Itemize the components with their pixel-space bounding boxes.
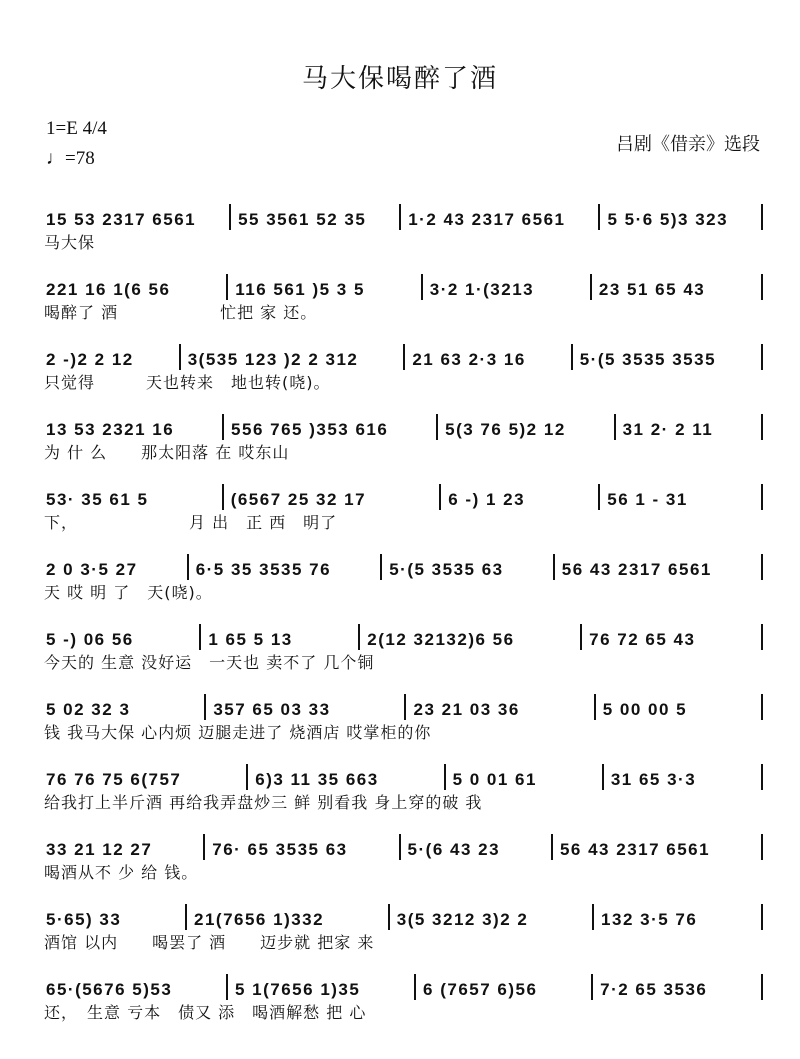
barline: [761, 624, 763, 650]
notation-row: [40, 966, 764, 1000]
barline: [551, 834, 553, 860]
score-system: [40, 686, 764, 746]
measure: 15 53 2317 6561: [46, 210, 197, 229]
measure: 2 0 3·5 27: [46, 560, 138, 579]
measure: 6 (7657 6)56: [423, 980, 538, 999]
measure: 5(3 76 5)2 12: [445, 420, 566, 439]
barline: [222, 484, 224, 510]
barline: [761, 694, 763, 720]
notation-row: [40, 546, 764, 580]
barline: [761, 344, 763, 370]
barline: [614, 414, 616, 440]
measure: 23 21 03 36: [413, 700, 520, 719]
measure: 55 3561 52 35: [238, 210, 367, 229]
notation-row: [40, 406, 764, 440]
barline: [761, 904, 763, 930]
barline: [553, 554, 555, 580]
measure: 1·2 43 2317 6561: [408, 210, 566, 229]
measure: 33 21 12 27: [46, 840, 153, 859]
barline: [590, 274, 592, 300]
barline: [761, 554, 763, 580]
barline: [399, 204, 401, 230]
measure: 5·(6 43 23: [407, 840, 501, 859]
score-system: [40, 546, 764, 606]
tempo-marking: ♩=78: [46, 148, 95, 169]
measure: 21 63 2·3 16: [412, 350, 526, 369]
score-system: [40, 406, 764, 466]
page-title: 马大保喝醉了酒: [301, 64, 498, 94]
measure: 56 1 - 31: [607, 490, 688, 509]
barline: [399, 834, 401, 860]
lyrics-line: 下， 月 出 正 西 明了: [44, 513, 338, 532]
measure: 6 -) 1 23: [448, 490, 526, 509]
score-system: [40, 896, 764, 956]
barline: [222, 414, 224, 440]
measure: 357 65 03 33: [213, 700, 331, 719]
barline: [358, 624, 360, 650]
barline: [592, 904, 594, 930]
barline: [185, 904, 187, 930]
barline: [204, 694, 206, 720]
barline: [598, 484, 600, 510]
measure: 5 5·6 5)3 323: [607, 210, 729, 229]
score-system: [40, 616, 764, 676]
barline: [414, 974, 416, 1000]
barline: [591, 974, 593, 1000]
measure: 23 51 65 43: [598, 280, 706, 299]
barline: [199, 624, 201, 650]
barline: [761, 204, 763, 230]
measure: 221 16 1(6 56: [46, 280, 171, 299]
notation-row: [40, 756, 764, 790]
measure: (6567 25 32 17: [230, 490, 367, 509]
barline: [580, 624, 582, 650]
lyrics-line: 喝醉了 酒 忙把 家 还。: [44, 303, 318, 322]
measure: 76· 65 3535 63: [212, 840, 348, 859]
barline: [226, 974, 228, 1000]
barline: [761, 414, 763, 440]
notation-row: [40, 196, 764, 230]
measure: 5 00 00 5: [602, 700, 688, 719]
barline: [439, 484, 441, 510]
measure: 7·2 65 3536: [600, 980, 708, 999]
measure: 3·2 1·(3213: [429, 280, 535, 299]
measure: 1 65 5 13: [208, 630, 293, 649]
measure: 65·(5676 5)53: [46, 980, 173, 999]
measure: 132 3·5 76: [601, 910, 698, 929]
measure: 5 1(7656 1)35: [234, 980, 361, 999]
measure: 3(535 123 )2 2 312: [187, 350, 359, 369]
barline: [421, 274, 423, 300]
barline: [388, 904, 390, 930]
measure: 5·(5 3535 63: [389, 560, 504, 579]
lyrics-line: 还， 生意 亏本 债又 添 喝酒解愁 把 心: [44, 1003, 367, 1022]
measure: 5·65) 33: [46, 910, 122, 929]
barline: [179, 344, 181, 370]
barline: [226, 274, 228, 300]
barline: [187, 554, 189, 580]
measure: 6)3 11 35 663: [255, 770, 379, 789]
barline: [444, 764, 446, 790]
lyrics-line: 今天的 生意 没好运 一天也 卖不了 几个铜: [44, 653, 375, 672]
lyrics-line: 钱 我马大保 心内烦 迈腿走进了 烧酒店 哎掌柜的你: [44, 723, 432, 742]
barline: [229, 204, 231, 230]
barline: [761, 974, 763, 1000]
measure: 5·(5 3535 3535: [579, 350, 717, 369]
score-system: [40, 756, 764, 816]
lyrics-line: 酒馆 以内 喝罢了 酒 迈步就 把家 来: [44, 933, 375, 952]
score-system: [40, 476, 764, 536]
notation-row: [40, 336, 764, 370]
barline: [203, 834, 205, 860]
measure: 116 561 )5 3 5: [235, 280, 365, 299]
lyrics-line: 天 哎 明 了 天(哓)。: [44, 583, 213, 602]
measure: 5 0 01 61: [452, 770, 537, 789]
key-signature: 1=E 4/4: [46, 118, 107, 139]
lyrics-line: 为 什 么 那太阳落 在 哎东山: [44, 443, 290, 462]
score-system: [40, 196, 764, 256]
lyrics-line: 喝酒从不 少 给 钱。: [44, 863, 199, 882]
measure: 21(7656 1)332: [194, 910, 325, 929]
barline: [246, 764, 248, 790]
measure: 556 765 )353 616: [231, 420, 389, 439]
score-system: [40, 826, 764, 886]
barline: [594, 694, 596, 720]
barline: [404, 694, 406, 720]
notation-row: [40, 476, 764, 510]
barline: [571, 344, 573, 370]
notation-row: [40, 266, 764, 300]
measure: 56 43 2317 6561: [559, 840, 711, 859]
measure: 2(12 32132)6 56: [367, 630, 515, 649]
measure: 3(5 3212 3)2 2: [396, 910, 529, 929]
measure: 31 65 3·3: [610, 770, 697, 789]
notation-row: [40, 686, 764, 720]
score-system: [40, 966, 764, 1026]
measure: 2 -)2 2 12: [46, 350, 134, 369]
barline: [761, 764, 763, 790]
barline: [436, 414, 438, 440]
lyrics-line: 给我打上半斤酒 再给我弄盘炒三 鲜 别看我 身上穿的破 我: [44, 793, 483, 812]
barline: [602, 764, 604, 790]
notation-row: [40, 616, 764, 650]
barline: [761, 274, 763, 300]
measure: 56 43 2317 6561: [561, 560, 712, 579]
notation-row: [40, 896, 764, 930]
barline: [598, 204, 600, 230]
barline: [761, 834, 763, 860]
source-label: 吕剧《借亲》选段: [616, 134, 760, 155]
barline: [403, 344, 405, 370]
measure: 76 76 75 6(757: [46, 770, 182, 789]
measure: 76 72 65 43: [589, 630, 696, 649]
measure: 6·5 35 3535 76: [195, 560, 332, 579]
lyrics-line: 马大保: [44, 233, 96, 252]
score-system: [40, 266, 764, 326]
score-system: [40, 336, 764, 396]
barline: [761, 484, 763, 510]
lyrics-line: 只觉得 天也转来 地也转(哓)。: [44, 373, 331, 392]
measure: 53· 35 61 5: [46, 490, 149, 509]
measure: 13 53 2321 16: [46, 420, 175, 439]
barline: [380, 554, 382, 580]
measure: 31 2· 2 11: [622, 420, 714, 439]
notation-row: [40, 826, 764, 860]
measure: 5 02 32 3: [46, 700, 131, 719]
measure: 5 -) 06 56: [46, 630, 134, 649]
